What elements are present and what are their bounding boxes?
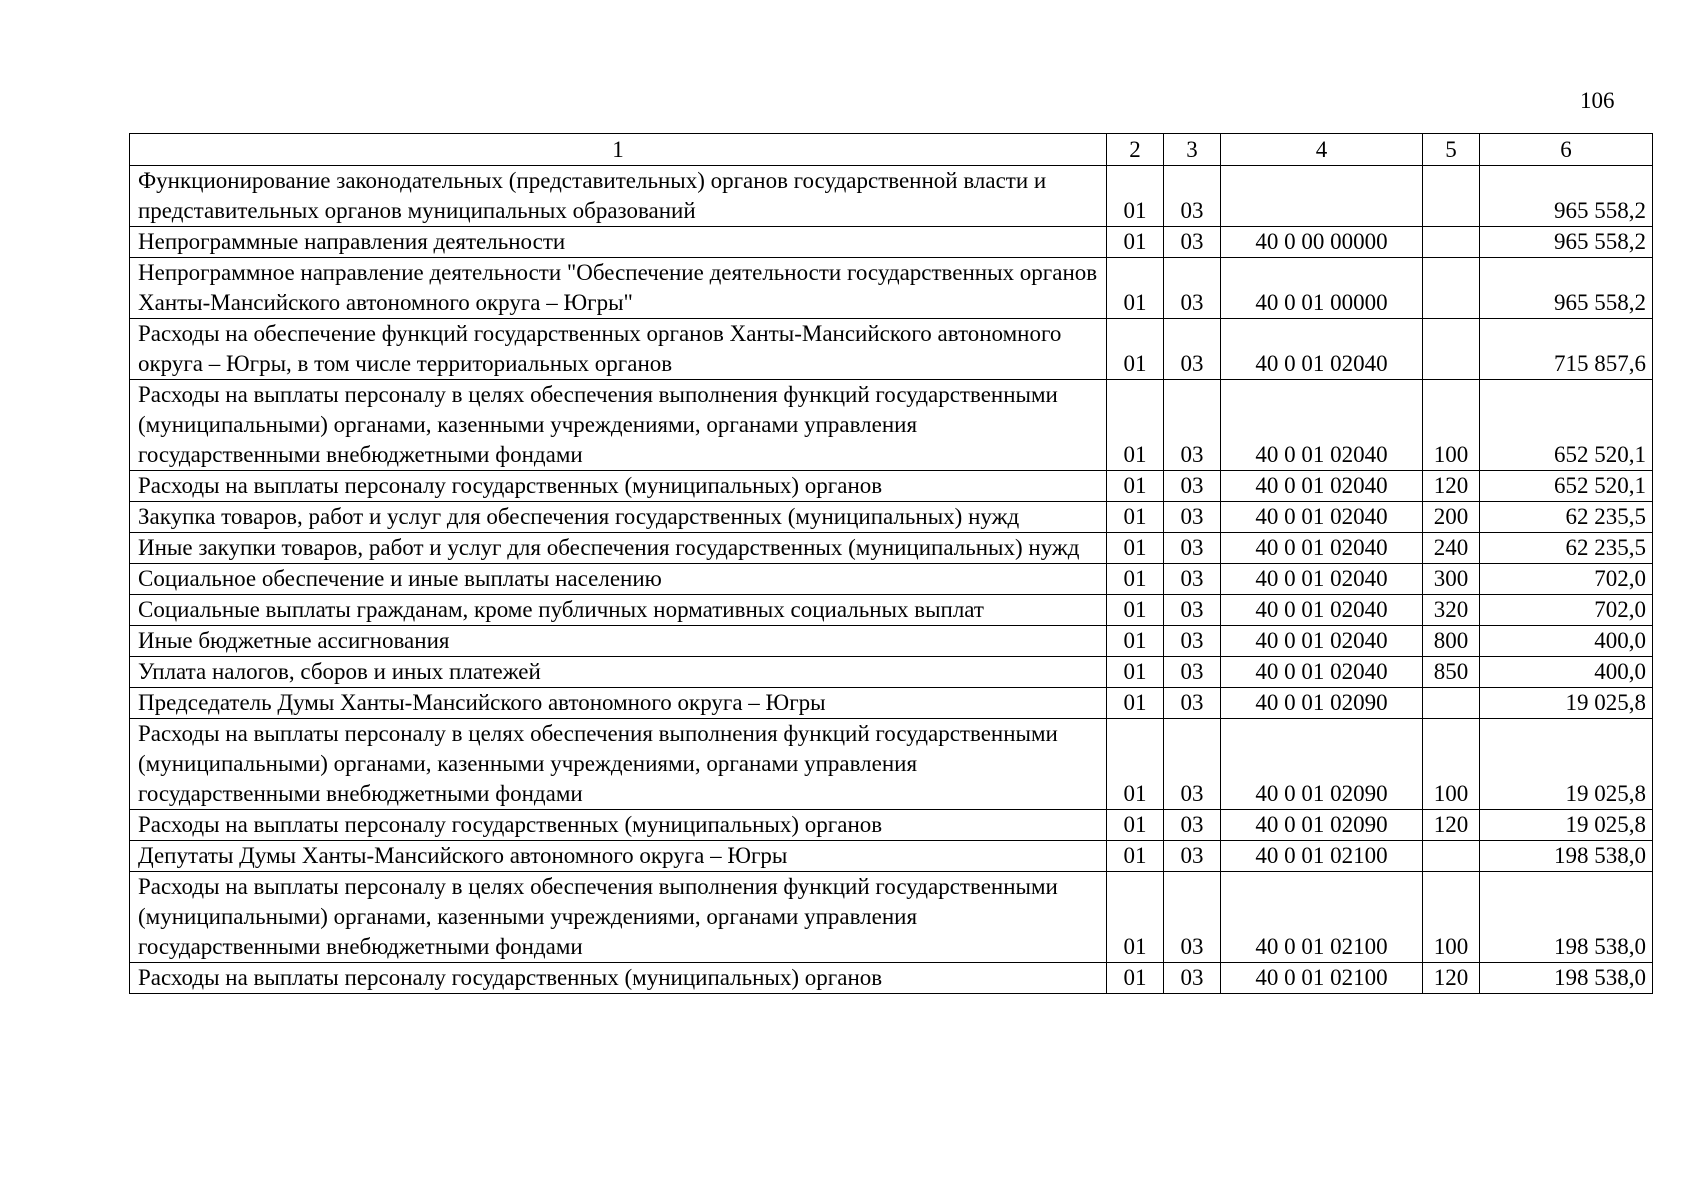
expense-type-cell: 240 [1423,533,1480,564]
table-row [130,841,1653,872]
expense-type-cell: 320 [1423,595,1480,626]
subsection-code-cell: 03 [1164,258,1221,319]
target-article-cell: 40 0 01 00000 [1221,258,1423,319]
row-name-cell: Депутаты Думы Ханты-Мансийского автономного округа – Югры [130,841,1107,872]
subsection-code-cell: 03 [1164,626,1221,657]
amount-cell: 19 025,8 [1480,688,1653,719]
table-body [130,166,1653,994]
table-row [130,564,1653,595]
amount-cell: 702,0 [1480,595,1653,626]
row-name-cell: Расходы на выплаты персоналу в целях обеспечения выполнения функций государственными (муниципальными) органами, казенными учреждениями, органами управления государственными внебюджетными фондами [130,380,1107,471]
amount-cell: 702,0 [1480,564,1653,595]
target-article-cell: 40 0 01 02040 [1221,319,1423,380]
row-name-cell: Расходы на выплаты персоналу в целях обеспечения выполнения функций государственными (муниципальными) органами, казенными учреждениями, органами управления государственными внебюджетными фондами [130,719,1107,810]
row-name-cell: Расходы на выплаты персоналу государственных (муниципальных) органов [130,810,1107,841]
expense-type-cell: 120 [1423,810,1480,841]
table-row [130,471,1653,502]
subsection-code-cell: 03 [1164,595,1221,626]
expense-type-cell: 120 [1423,471,1480,502]
row-name-cell: Расходы на обеспечение функций государственных органов Ханты-Мансийского автономного округа – Югры, в том числе территориальных органов [130,319,1107,380]
amount-cell: 965 558,2 [1480,227,1653,258]
section-code-cell: 01 [1107,319,1164,380]
section-code-cell: 01 [1107,626,1164,657]
subsection-code-cell: 03 [1164,227,1221,258]
amount-cell: 198 538,0 [1480,841,1653,872]
subsection-code-cell: 03 [1164,502,1221,533]
amount-cell: 19 025,8 [1480,719,1653,810]
expense-type-cell [1423,319,1480,380]
table-row [130,810,1653,841]
row-name-cell: Председатель Думы Ханты-Мансийского автономного округа – Югры [130,688,1107,719]
header-col-1: 1 [130,134,1107,166]
section-code-cell: 01 [1107,564,1164,595]
table-row [130,258,1653,319]
subsection-code-cell: 03 [1164,719,1221,810]
expense-type-cell [1423,227,1480,258]
amount-cell: 198 538,0 [1480,963,1653,994]
row-name-cell: Расходы на выплаты персоналу государственных (муниципальных) органов [130,471,1107,502]
section-code-cell: 01 [1107,719,1164,810]
section-code-cell: 01 [1107,380,1164,471]
table-row [130,657,1653,688]
header-col-6: 6 [1480,134,1653,166]
section-code-cell: 01 [1107,533,1164,564]
row-name-cell: Закупка товаров, работ и услуг для обеспечения государственных (муниципальных) нужд [130,502,1107,533]
table-row [130,380,1653,471]
expense-type-cell: 100 [1423,872,1480,963]
section-code-cell: 01 [1107,963,1164,994]
table-row [130,626,1653,657]
header-col-4: 4 [1221,134,1423,166]
subsection-code-cell: 03 [1164,471,1221,502]
expense-type-cell: 100 [1423,719,1480,810]
budget-table [129,133,1653,994]
header-col-3: 3 [1164,134,1221,166]
subsection-code-cell: 03 [1164,166,1221,227]
expense-type-cell [1423,258,1480,319]
row-name-cell: Расходы на выплаты персоналу в целях обеспечения выполнения функций государственными (муниципальными) органами, казенными учреждениями, органами управления государственными внебюджетными фондами [130,872,1107,963]
row-name-cell: Непрограммное направление деятельности "Обеспечение деятельности государственных органов Ханты-Мансийского автономного округа – Югры" [130,258,1107,319]
subsection-code-cell: 03 [1164,533,1221,564]
row-name-cell: Социальное обеспечение и иные выплаты населению [130,564,1107,595]
amount-cell: 652 520,1 [1480,380,1653,471]
table-row [130,166,1653,227]
amount-cell: 198 538,0 [1480,872,1653,963]
section-code-cell: 01 [1107,688,1164,719]
section-code-cell: 01 [1107,657,1164,688]
section-code-cell: 01 [1107,595,1164,626]
table-row [130,319,1653,380]
expense-type-cell: 300 [1423,564,1480,595]
amount-cell: 965 558,2 [1480,166,1653,227]
target-article-cell: 40 0 01 02040 [1221,657,1423,688]
row-name-cell: Социальные выплаты гражданам, кроме публичных нормативных социальных выплат [130,595,1107,626]
row-name-cell: Иные закупки товаров, работ и услуг для обеспечения государственных (муниципальных) нужд [130,533,1107,564]
table-row [130,872,1653,963]
target-article-cell: 40 0 01 02040 [1221,626,1423,657]
subsection-code-cell: 03 [1164,688,1221,719]
subsection-code-cell: 03 [1164,380,1221,471]
header-col-2: 2 [1107,134,1164,166]
table-row [130,963,1653,994]
row-name-cell: Функционирование законодательных (представительных) органов государственной власти и представительных органов муниципальных образований [130,166,1107,227]
table-row [130,595,1653,626]
target-article-cell: 40 0 01 02100 [1221,963,1423,994]
subsection-code-cell: 03 [1164,657,1221,688]
section-code-cell: 01 [1107,258,1164,319]
target-article-cell: 40 0 01 02040 [1221,564,1423,595]
target-article-cell: 40 0 01 02040 [1221,595,1423,626]
target-article-cell: 40 0 01 02040 [1221,533,1423,564]
target-article-cell: 40 0 01 02100 [1221,841,1423,872]
section-code-cell: 01 [1107,872,1164,963]
amount-cell: 400,0 [1480,626,1653,657]
section-code-cell: 01 [1107,502,1164,533]
subsection-code-cell: 03 [1164,564,1221,595]
expense-type-cell: 800 [1423,626,1480,657]
subsection-code-cell: 03 [1164,872,1221,963]
expense-type-cell: 200 [1423,502,1480,533]
table-row [130,227,1653,258]
section-code-cell: 01 [1107,471,1164,502]
table-row [130,533,1653,564]
target-article-cell: 40 0 01 02040 [1221,380,1423,471]
target-article-cell: 40 0 01 02090 [1221,688,1423,719]
header-row [130,134,1653,166]
target-article-cell: 40 0 01 02040 [1221,471,1423,502]
row-name-cell: Непрограммные направления деятельности [130,227,1107,258]
amount-cell: 62 235,5 [1480,533,1653,564]
expense-type-cell [1423,166,1480,227]
amount-cell: 62 235,5 [1480,502,1653,533]
expense-type-cell [1423,688,1480,719]
amount-cell: 965 558,2 [1480,258,1653,319]
target-article-cell: 40 0 01 02090 [1221,810,1423,841]
target-article-cell: 40 0 00 00000 [1221,227,1423,258]
subsection-code-cell: 03 [1164,810,1221,841]
row-name-cell: Иные бюджетные ассигнования [130,626,1107,657]
expense-type-cell: 120 [1423,963,1480,994]
subsection-code-cell: 03 [1164,841,1221,872]
subsection-code-cell: 03 [1164,963,1221,994]
page-number: 106 [1580,88,1615,113]
target-article-cell: 40 0 01 02090 [1221,719,1423,810]
target-article-cell: 40 0 01 02040 [1221,502,1423,533]
section-code-cell: 01 [1107,166,1164,227]
amount-cell: 715 857,6 [1480,319,1653,380]
header-col-5: 5 [1423,134,1480,166]
amount-cell: 19 025,8 [1480,810,1653,841]
table-row [130,502,1653,533]
amount-cell: 652 520,1 [1480,471,1653,502]
table-row [130,719,1653,810]
target-article-cell [1221,166,1423,227]
expense-type-cell: 850 [1423,657,1480,688]
row-name-cell: Расходы на выплаты персоналу государственных (муниципальных) органов [130,963,1107,994]
target-article-cell: 40 0 01 02100 [1221,872,1423,963]
section-code-cell: 01 [1107,810,1164,841]
subsection-code-cell: 03 [1164,319,1221,380]
expense-type-cell [1423,841,1480,872]
expense-type-cell: 100 [1423,380,1480,471]
amount-cell: 400,0 [1480,657,1653,688]
row-name-cell: Уплата налогов, сборов и иных платежей [130,657,1107,688]
section-code-cell: 01 [1107,841,1164,872]
section-code-cell: 01 [1107,227,1164,258]
table-row [130,688,1653,719]
